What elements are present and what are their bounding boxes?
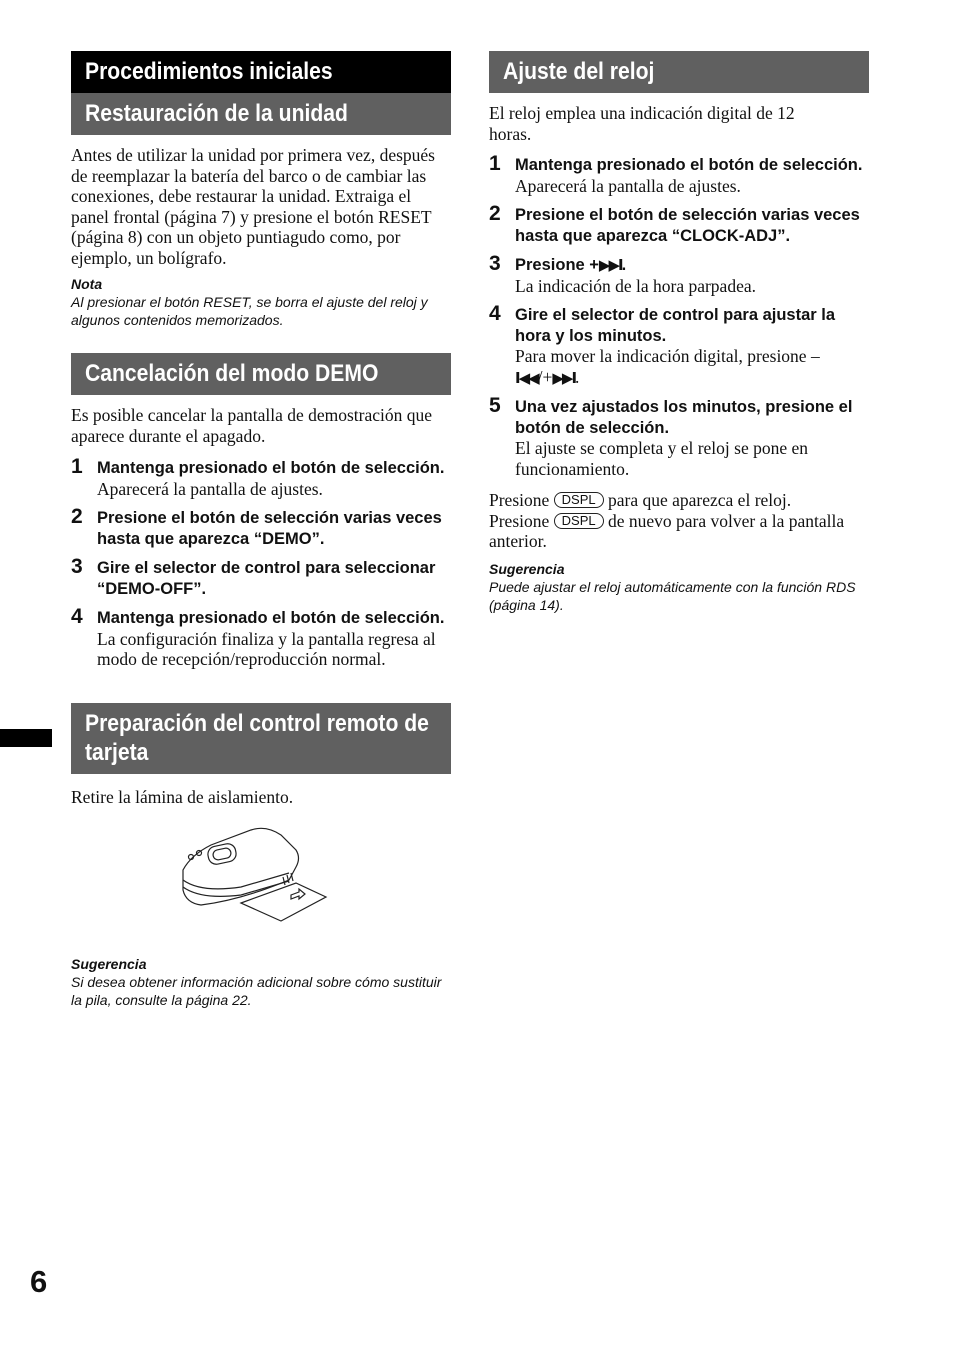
previous-track-icon: I◀◀ [515,368,538,387]
section-title-demo: Cancelación del modo DEMO [71,353,451,395]
section-subtitle-restauracion: Restauración de la unidad [71,93,451,135]
step-title: Presione el botón de selección varias veces hasta que aparezca “CLOCK-ADJ”. [515,206,860,245]
dspl-key-icon: DSPL [554,513,604,529]
demo-step [71,555,451,599]
reloj-step [489,302,869,388]
step-title: Una vez ajustados los minutos, presione el botón de selección. [515,398,853,437]
step-title: Mantenga presionado el botón de selección. [97,459,445,477]
remote-control-icon [181,825,331,925]
section-tab-marker [0,729,52,747]
step-title: Gire el selector de control para ajustar la hora y los minutos. [515,306,836,345]
reloj-step [489,252,869,296]
step-title: Gire el selector de control para seleccionar “DEMO-OFF”. [97,559,436,598]
section-title-procedimientos: Procedimientos iniciales [71,51,451,93]
demo-body: Es posible cancelar la pantalla de demostración que aparece durante el apagado. [71,405,433,446]
demo-step [71,605,451,670]
step-desc: La configuración finaliza y la pantalla regresa al modo de recepción/reproducción normal. [97,628,436,669]
reloj-step [489,202,869,246]
left-column [71,51,451,1009]
next-track-icon: ▶▶I [598,256,622,274]
step-desc: La indicación de la hora parpadea. [515,275,756,296]
step-number: 2 [71,505,83,528]
page-number: 6 [30,1264,48,1299]
tip-text: Puede ajustar el reloj automáticamente con la función RDS (página 14). [489,578,856,613]
step-number: 3 [71,555,83,578]
control-remoto-body: Retire la lámina de aislamiento. [71,786,294,807]
step-number: 1 [71,455,83,478]
step-number: 2 [489,202,501,225]
demo-step [71,455,451,499]
step-desc: Para mover la indicación digital, presione –I◀◀/+▶▶I. [515,346,820,387]
tip-text: Si desea obtener información adicional sobre cómo sustituir la pila, consulte la página 22. [71,974,442,1008]
reloj-step [489,152,869,196]
demo-step [71,505,451,549]
restauracion-body: Antes de utilizar la unidad por primera vez, después de reemplazar la batería del barco o de cambiar las conexiones, debe restaurar la unidad. Extraiga el panel frontal (página 7) y presione el botón RESET (página 8) con un objeto puntiagudo como, por ejemplo, un bolígrafo. [71,145,435,268]
section-title-reloj: Ajuste del reloj [489,51,869,93]
tip-heading: Sugerencia [71,956,147,972]
reloj-intro: El reloj emplea una indicación digital de 12 horas. [489,103,795,144]
next-track-icon: ▶▶I [552,368,576,387]
step-desc: El ajuste se completa y el reloj se pone en funcionamiento. [515,438,809,479]
tip-heading: Sugerencia [489,560,565,577]
note-text: Al presionar el botón RESET, se borra el ajuste del reloj y algunos contenidos memorizados. [71,294,428,328]
step-title: Presione +▶▶I. [515,256,627,274]
step-number: 5 [489,394,501,417]
step-number: 3 [489,252,501,275]
step-desc: Aparecerá la pantalla de ajustes. [97,478,323,499]
note-heading: Nota [71,276,103,292]
step-number: 4 [489,302,501,325]
dspl-paragraph: Presione DSPL para que aparezca el reloj. Presione DSPL de nuevo para volver a la pantalla anterior. [489,490,845,551]
step-title: Presione el botón de selección varias veces hasta que aparezca “DEMO”. [97,509,442,548]
dspl-key-icon: DSPL [554,492,604,508]
reloj-step [489,394,869,479]
step-title: Mantenga presionado el botón de selección. [515,156,863,174]
step-desc: Aparecerá la pantalla de ajustes. [515,175,741,196]
step-title: Mantenga presionado el botón de selección. [97,609,445,627]
section-title-control-remoto: Preparación del control remoto de tarjeta [71,703,451,774]
step-number: 4 [71,605,83,628]
remote-illustration [181,825,331,925]
step-number: 1 [489,152,501,175]
right-column [489,51,869,614]
